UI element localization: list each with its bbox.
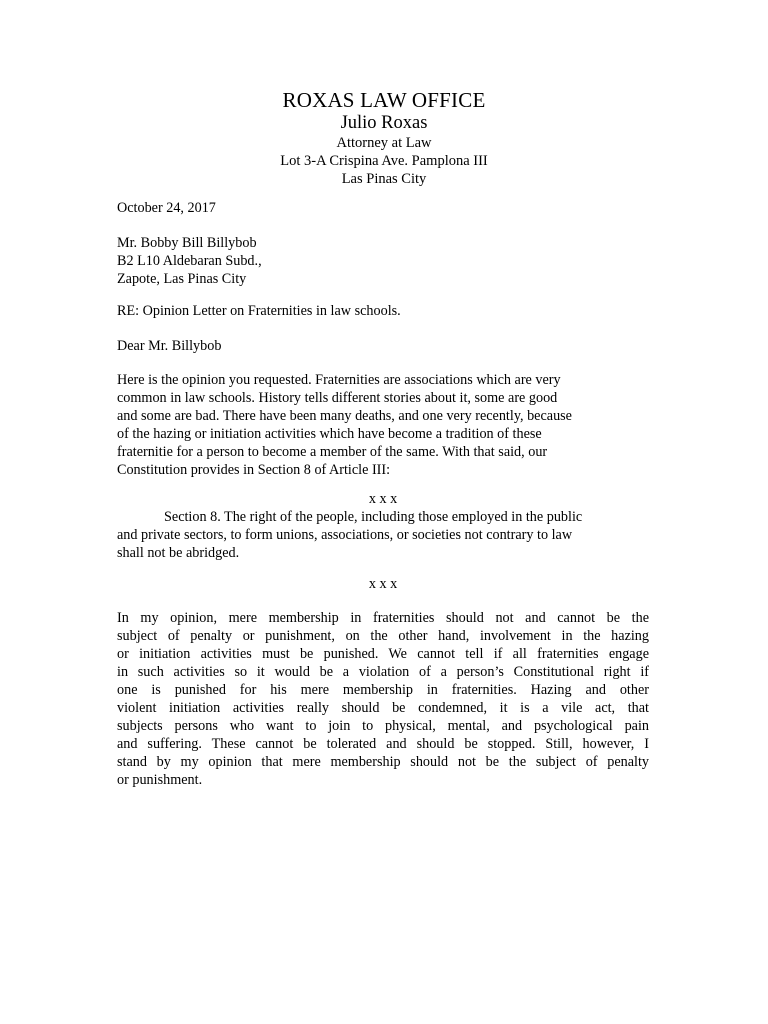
attorney-name: Julio Roxas: [340, 113, 428, 133]
date-text: October 24, 2017: [117, 200, 216, 216]
office-address-line-2: Las Pinas City: [341, 171, 427, 187]
salutation: [117, 337, 649, 355]
opinion-line: subject of penalty or punishment, on the other hand, involvement in the hazing: [117, 628, 649, 644]
opinion-line: In my opinion, mere membership in fraternities should not and cannot be the: [117, 610, 649, 626]
salutation-text: Dear Mr. Billybob: [117, 338, 222, 354]
opinion-paragraph: [117, 609, 649, 789]
recipient-address-line-1: B2 L10 Aldebaran Subd.,: [117, 253, 262, 269]
recipient-name: Mr. Bobby Bill Billybob: [117, 235, 257, 251]
quote-separator-bottom-block: [117, 575, 649, 593]
quote-separator-top: x x x: [368, 491, 398, 507]
intro-paragraph: [117, 371, 649, 479]
opinion-line: subjects persons who want to join to physical, mental, and psychological pain: [117, 718, 649, 734]
intro-line: of the hazing or initiation activities which have become a tradition of these: [117, 426, 542, 442]
opinion-line: violent initiation activities really should be condemned, it is a vile act, that: [117, 700, 649, 716]
opinion-line: one is punished for his mere membership in fraternities. Hazing and other: [117, 682, 649, 698]
law-office-name: ROXAS LAW OFFICE: [282, 88, 486, 112]
quote-line: and private sectors, to form unions, associations, or societies not contrary to law: [117, 527, 573, 543]
letterhead: [0, 88, 768, 188]
quote-separator-bottom: x x x: [368, 576, 398, 592]
subject-text: RE: Opinion Letter on Fraternities in law schools.: [117, 303, 401, 319]
intro-line: common in law schools. History tells different stories about it, some are good: [117, 390, 558, 406]
intro-line: Constitution provides in Section 8 of Article III:: [117, 462, 391, 478]
recipient-address-line-2: Zapote, Las Pinas City: [117, 271, 247, 287]
recipient-block: [117, 234, 649, 288]
intro-line: Here is the opinion you requested. Fraternities are associations which are very: [117, 372, 561, 388]
opinion-line: stand by my opinion that mere membership should not be the subject of penalty: [117, 754, 649, 770]
constitution-quote: [117, 490, 649, 562]
subject-line: [117, 302, 649, 320]
opinion-line: or initiation activities must be punished. We cannot tell if all fraternities engage: [117, 646, 649, 662]
opinion-line: and suffering. These cannot be tolerated and should be stopped. Still, however, I: [117, 736, 649, 752]
office-address-line-1: Lot 3-A Crispina Ave. Pamplona III: [280, 153, 488, 169]
opinion-line: in such activities so it would be a violation of a person’s Constitutional right if: [117, 664, 649, 680]
intro-line: fraternitie for a person to become a member of the same. With that said, our: [117, 444, 548, 460]
opinion-line: or punishment.: [117, 772, 203, 788]
intro-line: and some are bad. There have been many deaths, and one very recently, because: [117, 408, 572, 424]
letter-date: [117, 199, 649, 217]
quote-line: shall not be abridged.: [117, 545, 240, 561]
quote-line: Section 8. The right of the people, including those employed in the public: [164, 509, 583, 525]
attorney-title: Attorney at Law: [336, 135, 432, 151]
